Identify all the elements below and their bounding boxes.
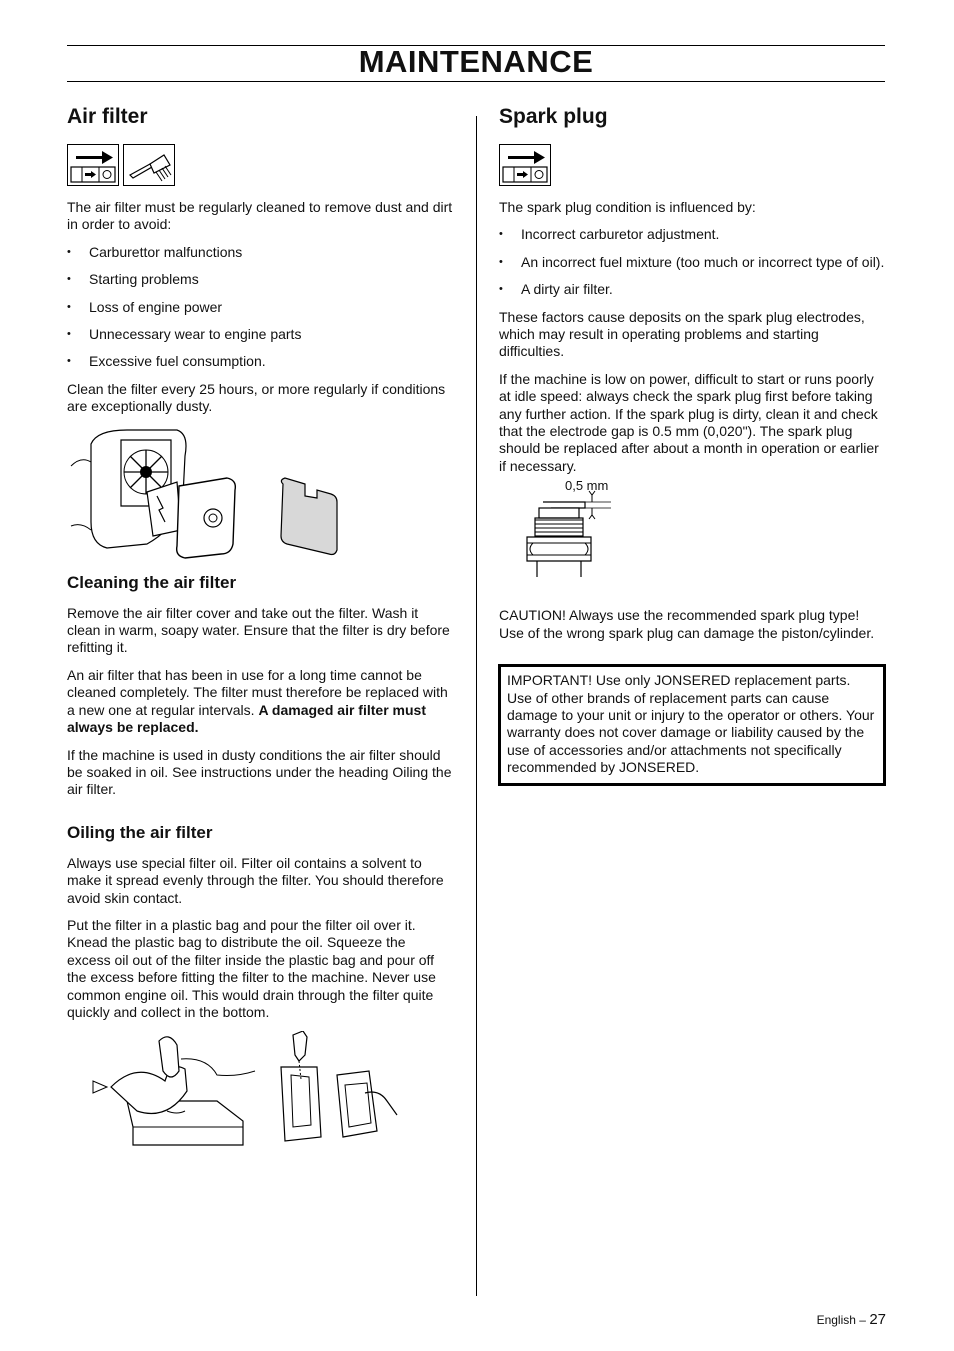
cleaning-replace-warning: A damaged air filter must always be replaced. <box>67 701 426 736</box>
caution-paragraph: CAUTION! Always use the recommended spark plug type! Use of the wrong spark plug can damage the piston/cylinder. <box>499 607 875 641</box>
page-number: 27 <box>869 1311 886 1328</box>
cleaning-dusty-paragraph: If the machine is used in dusty conditions the air filter should be soaked in oil. See instructions under the heading Oiling the air filter. <box>67 746 452 798</box>
list-item: • Unnecessary wear to engine parts <box>67 326 453 343</box>
oiling-illustration <box>67 1031 407 1149</box>
oiling-procedure-paragraph: Put the filter in a plastic bag and pour the filter oil over it. Knead the plastic bag to distribute the oil. Squeeze the excess oil out of the filter inside the plastic bag and pour off the excess before fitting the filter to the machine. Never use common engine oil. This would drain through the filter quite quickly and collect in the bottom. <box>67 916 436 1020</box>
air-filter-heading: Air filter <box>67 105 148 128</box>
air-filter-illustration <box>67 426 347 561</box>
list-item: • Loss of engine power <box>67 299 453 316</box>
air-filter-icons <box>67 144 453 186</box>
header-rule-bottom <box>67 81 885 82</box>
important-notice-box <box>498 664 886 785</box>
list-item: • Carburettor malfunctions <box>67 244 453 261</box>
column-divider <box>476 116 477 1296</box>
page-title: MAINTENANCE <box>358 44 594 79</box>
cleaning-paragraph: Remove the air filter cover and take out the filter. Wash it clean in warm, soapy water. Ensure that the filter is dry before refitting it. <box>67 604 450 656</box>
spark-plug-icons <box>499 144 886 186</box>
maintenance-arrow-icon <box>67 144 119 186</box>
cleaning-replace-text: An air filter that has been in use for a long time cannot be cleaned completely. The filter must therefore be replaced with a new one at regular intervals. <box>67 666 448 718</box>
right-column <box>499 104 886 786</box>
maintenance-arrow-icon <box>499 144 551 186</box>
list-item: • Starting problems <box>67 271 453 288</box>
air-filter-intro: The air filter must be regularly cleaned to remove dust and dirt in order to avoid: <box>67 199 453 233</box>
list-item: • A dirty air filter. <box>499 281 886 298</box>
list-item: • Excessive fuel consumption. <box>67 353 453 370</box>
air-filter-interval: Clean the filter every 25 hours, or more regularly if conditions are exceptionally dusty. <box>67 380 446 415</box>
footer-language: English <box>816 1313 856 1327</box>
cleaning-replace-paragraph <box>67 667 453 737</box>
spark-plug-heading: Spark plug <box>499 105 608 128</box>
footer-dash: – <box>859 1313 866 1327</box>
air-filter-bullet-list <box>67 244 453 371</box>
list-item: • Incorrect carburetor adjustment. <box>499 226 886 243</box>
important-notice-text: IMPORTANT! Use only JONSERED replacement parts. Use of other brands of replacement parts can cause damage to your unit or injury to the operator or others. Your warranty does not cover damage or liability caused by the use of accessories and/or attachments not specifically recommended by JONSERED. <box>507 672 875 776</box>
spark-plug-deposits-paragraph: These factors cause deposits on the spark plug electrodes, which may result in operating problems and starting difficulties. <box>499 308 865 360</box>
cleaning-heading: Cleaning the air filter <box>67 572 237 592</box>
spark-plug-bullet-list <box>499 226 886 298</box>
gap-label: 0,5 mm <box>565 478 609 494</box>
list-item: • An incorrect fuel mixture (too much or incorrect type of oil). <box>499 254 886 271</box>
left-column <box>67 104 453 1161</box>
spark-plug-intro: The spark plug condition is influenced by: <box>499 199 756 215</box>
spark-plug-check-paragraph: If the machine is low on power, difficult to start or runs poorly at idle speed: always check the spark plug first before taking any further action. If the spark plug is dirty, clean it and check that the electrode gap is 0.5 mm (0,020"). The spark plug should be replaced after about a month in operation or earlier if necessary. <box>499 370 879 474</box>
page-footer <box>817 1311 886 1328</box>
spark-plug-drawing <box>499 477 639 589</box>
spark-plug-gap-figure <box>499 477 639 589</box>
oiling-paragraph: Always use special filter oil. Filter oil contains a solvent to make it spread evenly through the filter. You should therefore avoid skin contact. <box>67 854 444 906</box>
oiling-heading: Oiling the air filter <box>67 822 213 842</box>
brush-icon <box>123 144 175 186</box>
